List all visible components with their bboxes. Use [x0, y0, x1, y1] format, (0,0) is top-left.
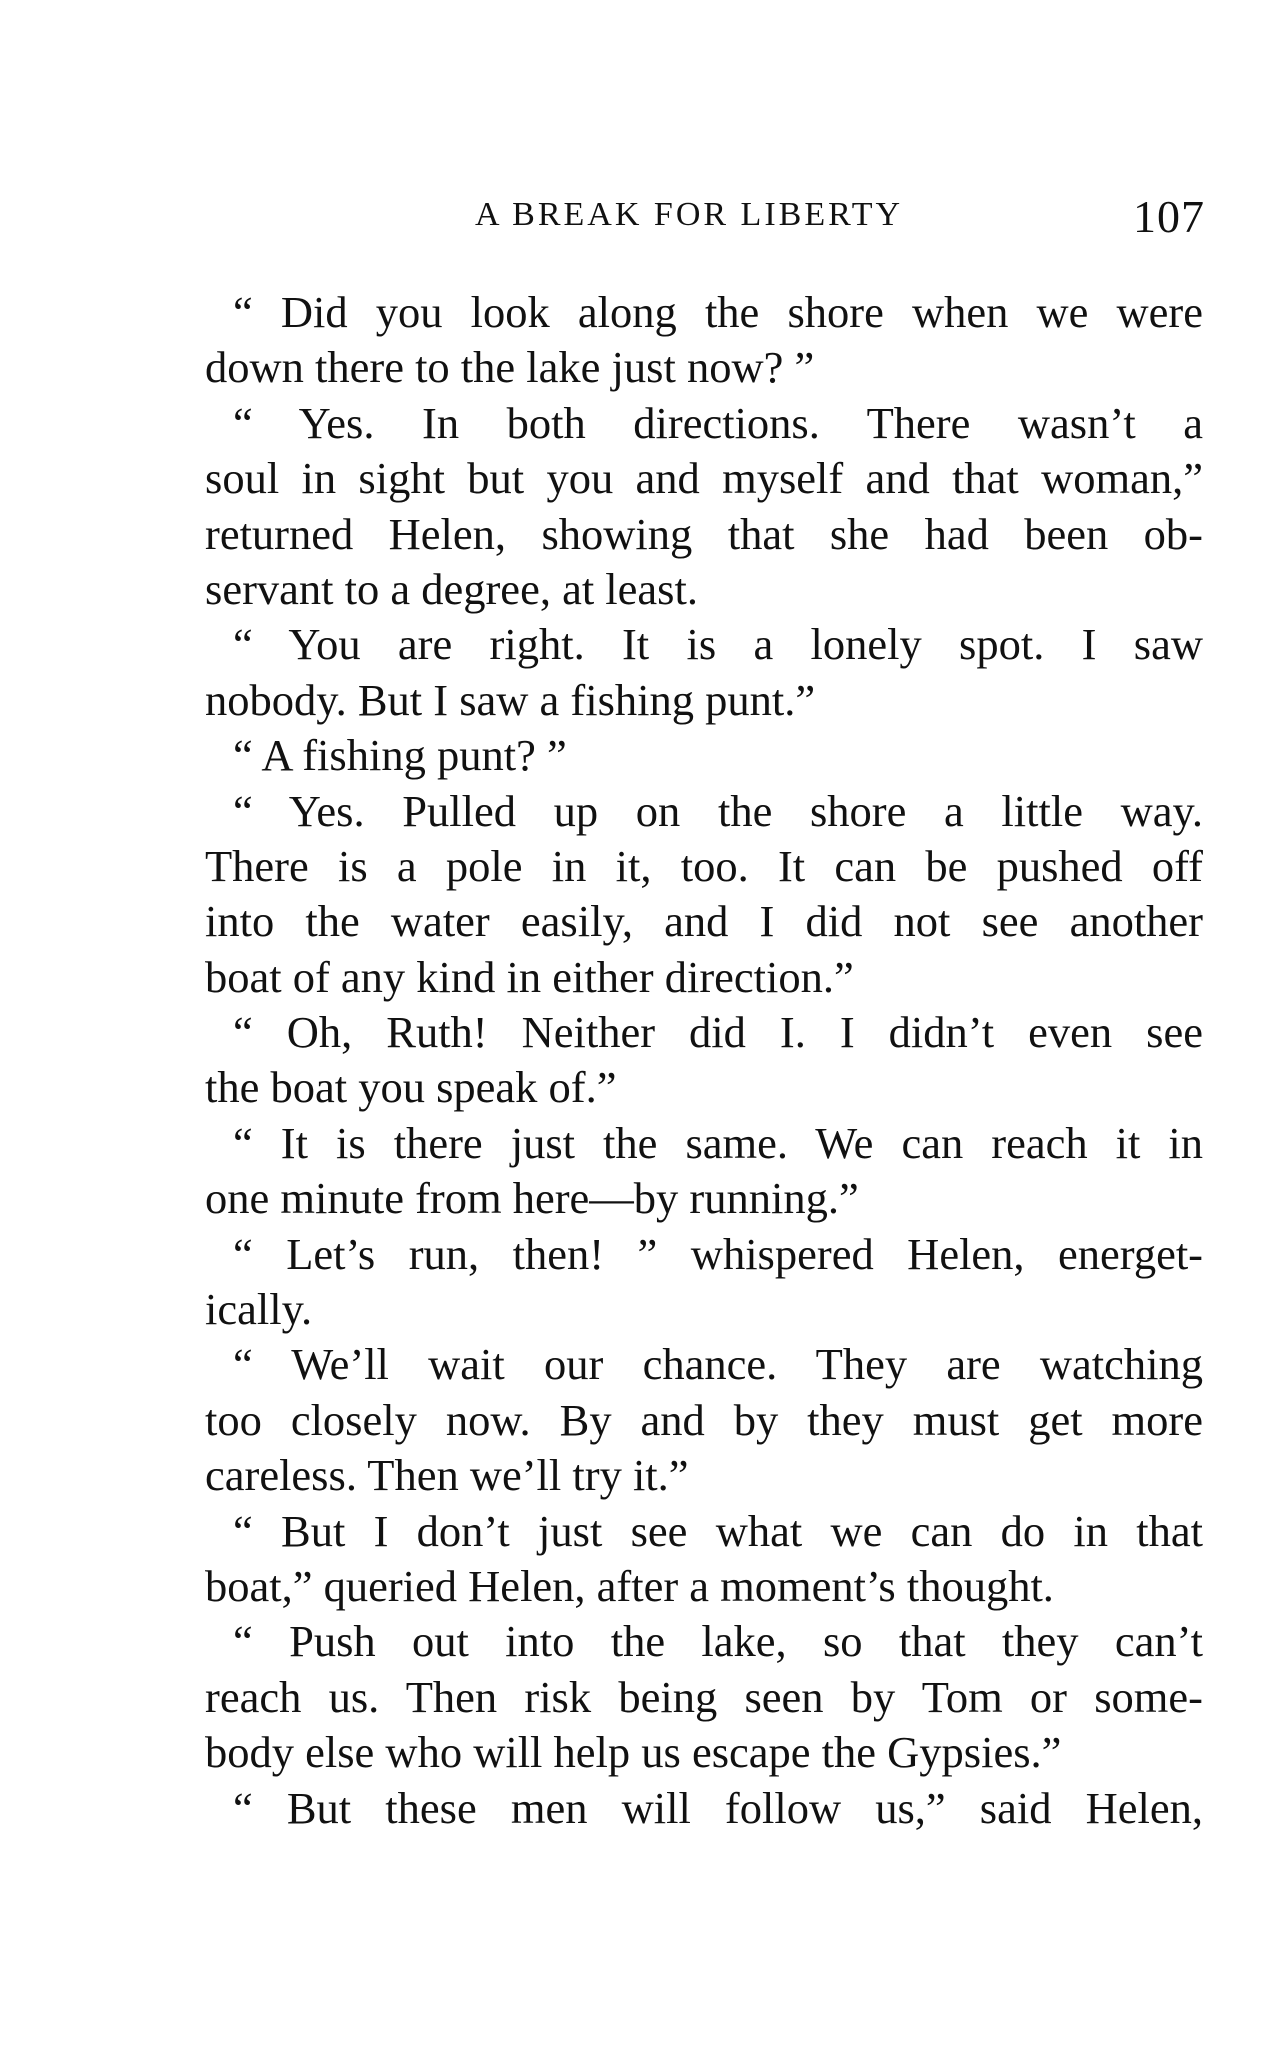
running-head — [205, 191, 1205, 246]
text-line: into the water easily, and I did not see another — [205, 896, 1203, 947]
text-line: boat of any kind in either direction.” — [205, 951, 854, 1002]
text-line: “ You are right. It is a lonely spot. I saw — [233, 619, 1203, 670]
text-line: the boat you speak of.” — [205, 1062, 617, 1113]
text-line: nobody. But I saw a fishing punt.” — [205, 674, 816, 725]
text-line: “ But I don’t just see what we can do in that — [233, 1505, 1203, 1556]
text-line: down there to the lake just now? ” — [205, 342, 815, 393]
text-line: “ A fishing punt? ” — [233, 730, 567, 781]
text-line: ically. — [205, 1284, 313, 1335]
text-line: “ Yes. Pulled up on the shore a little way. — [233, 785, 1203, 836]
text-line: one minute from here—by running.” — [205, 1173, 859, 1224]
text-line: “ It is there just the same. We can reach it in — [233, 1117, 1203, 1168]
text-line: “ Let’s run, then! ” whispered Helen, energet- — [233, 1228, 1203, 1279]
text-line: “ We’ll wait our chance. They are watching — [233, 1339, 1203, 1390]
text-line: servant to a degree, at least. — [205, 563, 698, 614]
text-line: soul in sight but you and myself and that woman,” — [205, 453, 1203, 504]
text-line: There is a pole in it, too. It can be pushed off — [205, 840, 1203, 891]
text-line: boat,” queried Helen, after a moment’s thought. — [205, 1560, 1054, 1611]
text-line: careless. Then we’ll try it.” — [205, 1450, 689, 1501]
text-line: “ Did you look along the shore when we were — [233, 287, 1203, 337]
text-line: returned Helen, showing that she had been ob- — [205, 508, 1203, 559]
text-line: “ Oh, Ruth! Neither did I. I didn’t even see — [233, 1007, 1203, 1058]
body-text — [205, 285, 1203, 1836]
text-line: “ Yes. In both directions. There wasn’t a — [233, 397, 1203, 448]
text-line: “ Push out into the lake, so that they can’t — [233, 1616, 1203, 1667]
text-line: too closely now. By and by they must get more — [205, 1394, 1203, 1445]
text-line: body else who will help us escape the Gypsies.” — [205, 1727, 1062, 1778]
page-number: 107 — [1133, 191, 1205, 242]
text-line: “ But these men will follow us,” said Helen, — [233, 1782, 1203, 1833]
running-title: A BREAK FOR LIBERTY — [475, 196, 904, 233]
text-line: reach us. Then risk being seen by Tom or some- — [205, 1671, 1203, 1722]
